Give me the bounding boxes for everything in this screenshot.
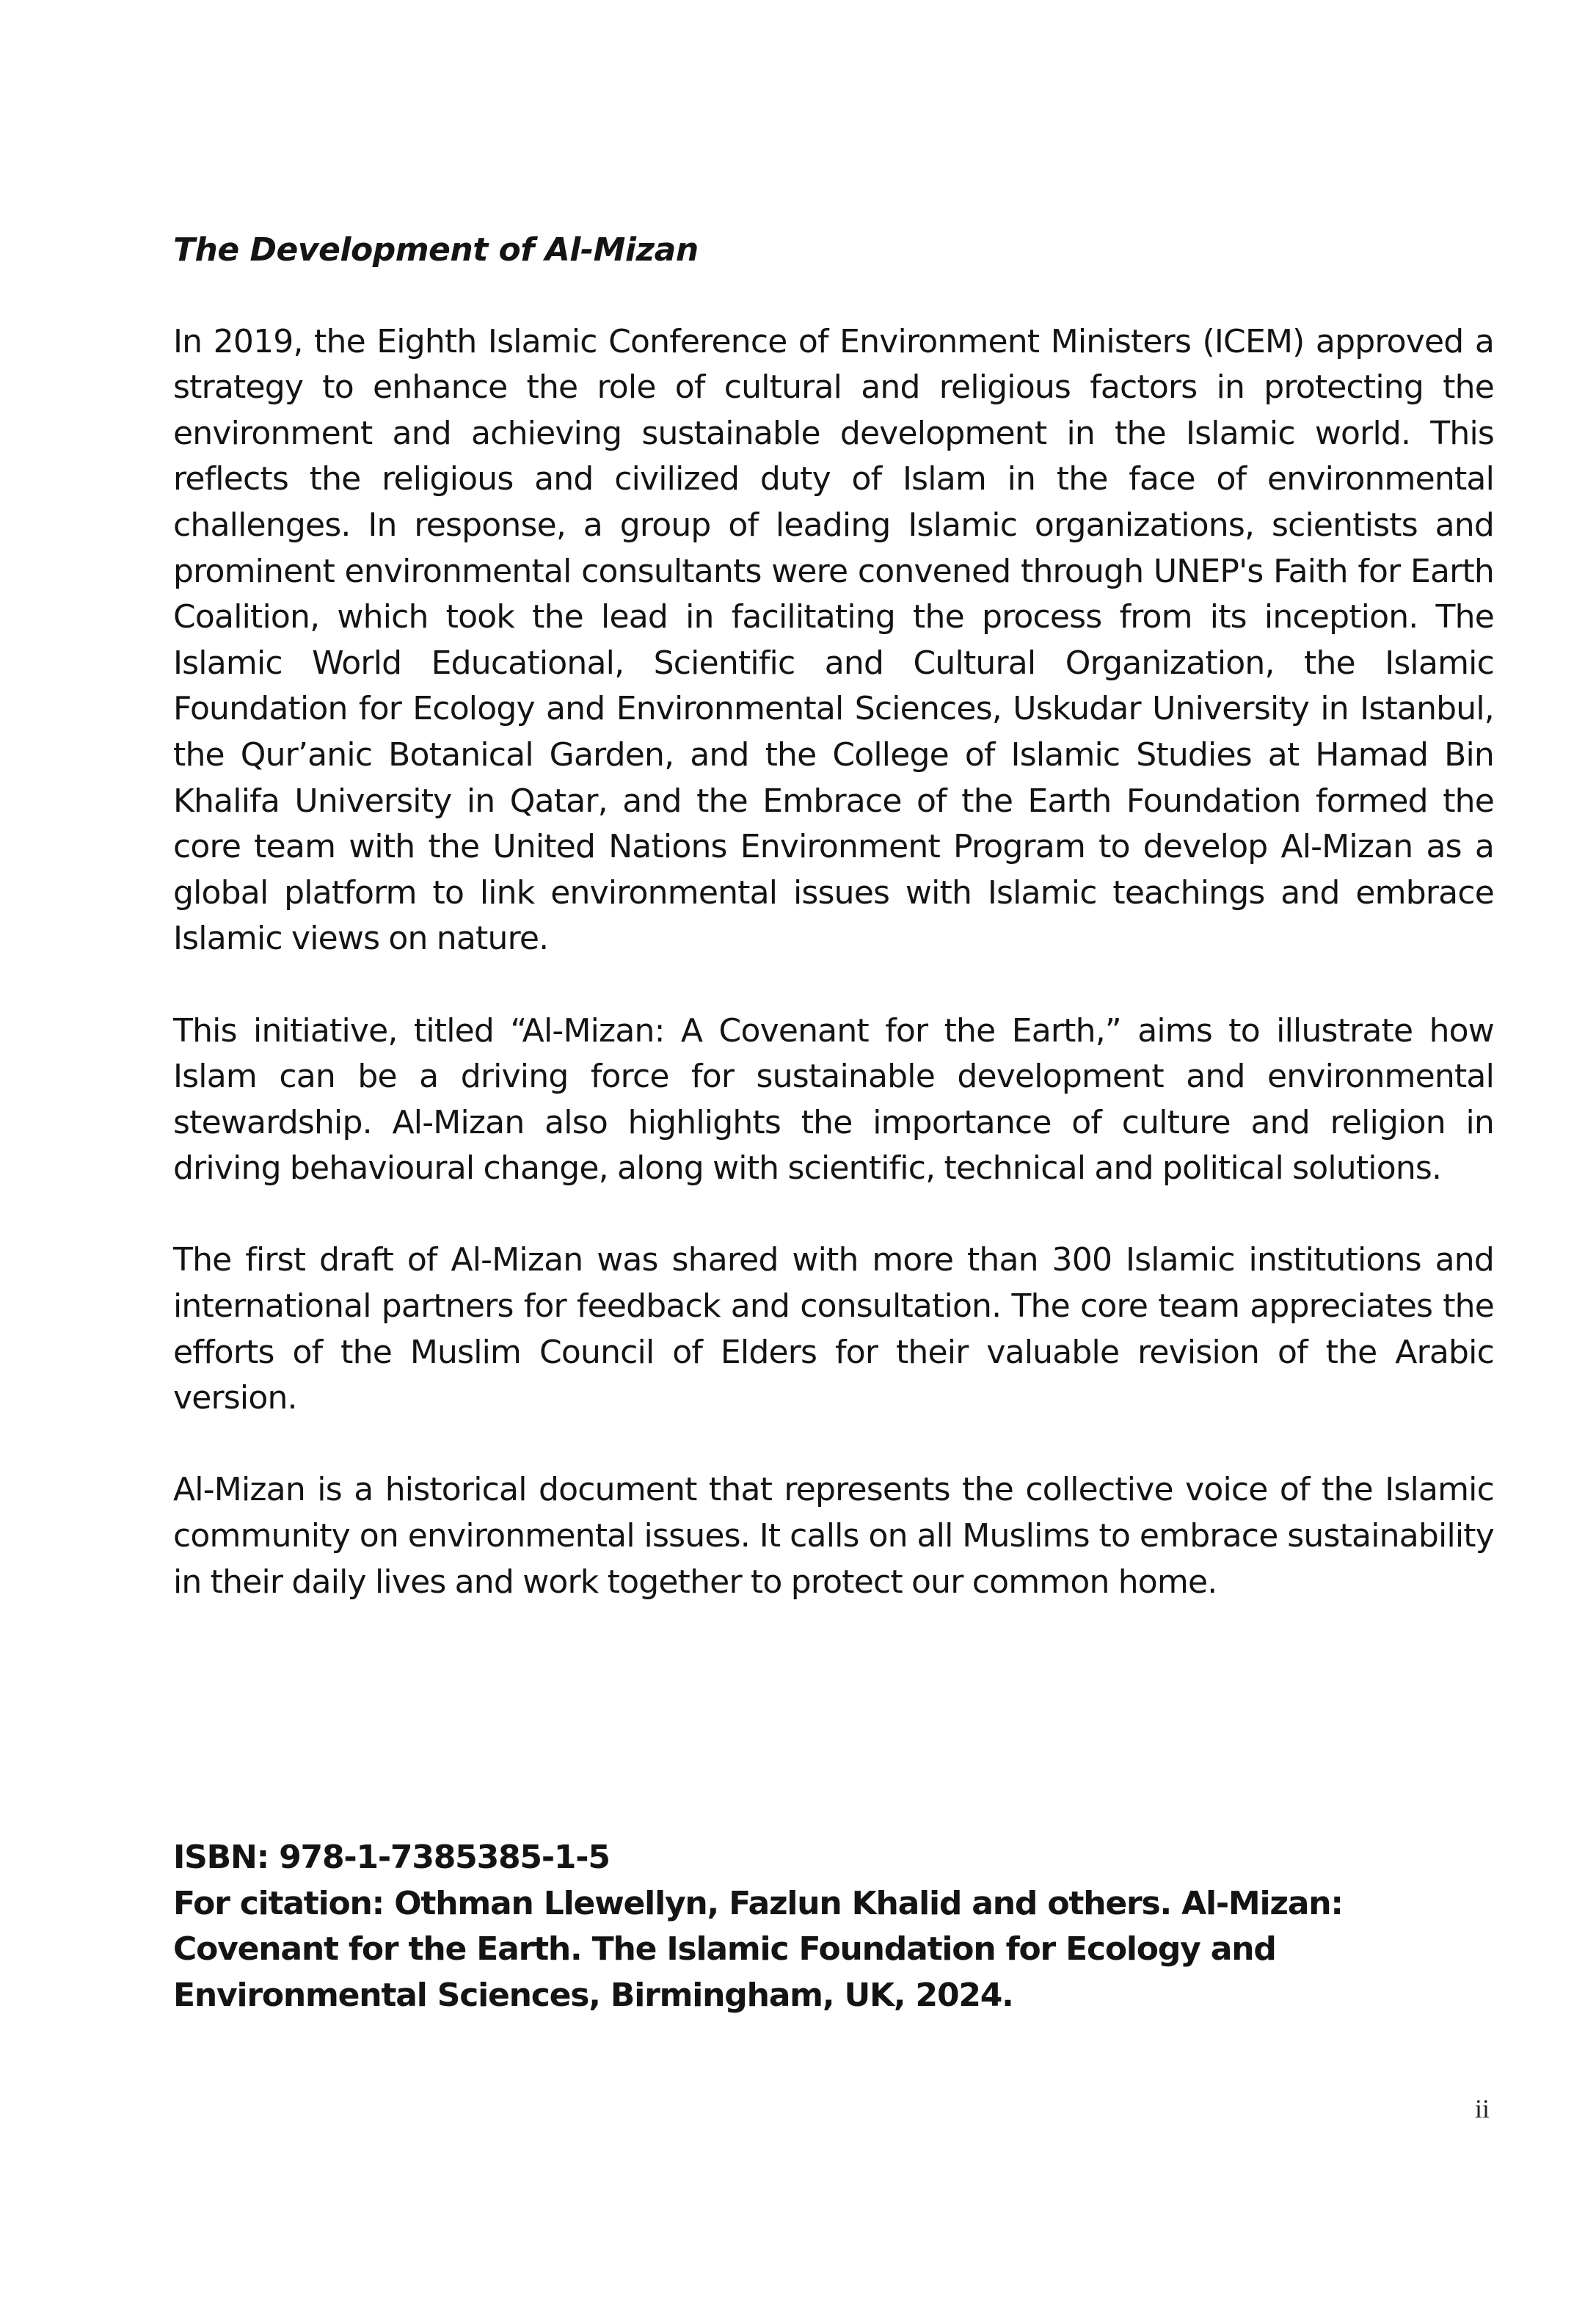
citation-line: For citation: Othman Llewellyn, Fazlun Khalid and others. Al-Mizan: Covenant for the Earth. The Islamic Foundation for Ecology and Environmental Sciences, Birmingham, UK, 2024. bbox=[173, 1884, 1343, 2014]
paragraph-first-draft: The first draft of Al-Mizan was shared with more than 300 Islamic institutions and international partners for feedback and consultation. The core team appreciates the efforts of the Muslim Council of Elders for their valuable revision of the Arabic version. bbox=[173, 1241, 1494, 1417]
paragraph-initiative: This initiative, titled “Al-Mizan: A Covenant for the Earth,” aims to illustrate how Islam can be a driving force for sustainable development and environmental stewardship. Al-Mizan also highlights the importance of culture and religion in driving behavioural change, along with scientific, technical and political solutions. bbox=[173, 1011, 1494, 1188]
page-number: ii bbox=[1475, 2094, 1490, 2123]
paragraph-historical-document: Al-Mizan is a historical document that represents the collective voice of the Islamic community on environmental issues. It calls on all Muslims to embrace sustainability in their daily lives and work together to protect our common home. bbox=[173, 1471, 1494, 1601]
paragraph-development: In 2019, the Eighth Islamic Conference of Environment Ministers (ICEM) approved a strategy to enhance the role of cultural and religious factors in protecting the environment and achieving sustainable development in the Islamic world. This reflects the religious and civilized duty of Islam in the face of environmental challenges. In response, a group of leading Islamic organizations, scientists and prominent environmental consultants were convened through UNEP's Faith for Earth Coalition, which took the lead in facilitating the process from its inception. The Islamic World Educational, Scientific and Cultural Organization, the Islamic Foundation for Ecology and Environmental Sciences, Uskudar University in Istanbul, the Qur’anic Botanical Garden, and the College of Islamic Studies at Hamad Bin Khalifa University in Qatar, and the Embrace of the Earth Foundation formed the core team with the United Nations Environment Program to develop Al-Mizan as a global platform to link environmental issues with Islamic teachings and embrace Islamic views on nature. bbox=[173, 322, 1494, 958]
main-content bbox=[173, 228, 1494, 1651]
isbn-line: ISBN: 978-1-7385385-1-5 bbox=[173, 1839, 610, 1876]
publication-info bbox=[173, 1835, 1509, 2018]
section-heading: The Development of Al-Mizan bbox=[173, 231, 699, 269]
